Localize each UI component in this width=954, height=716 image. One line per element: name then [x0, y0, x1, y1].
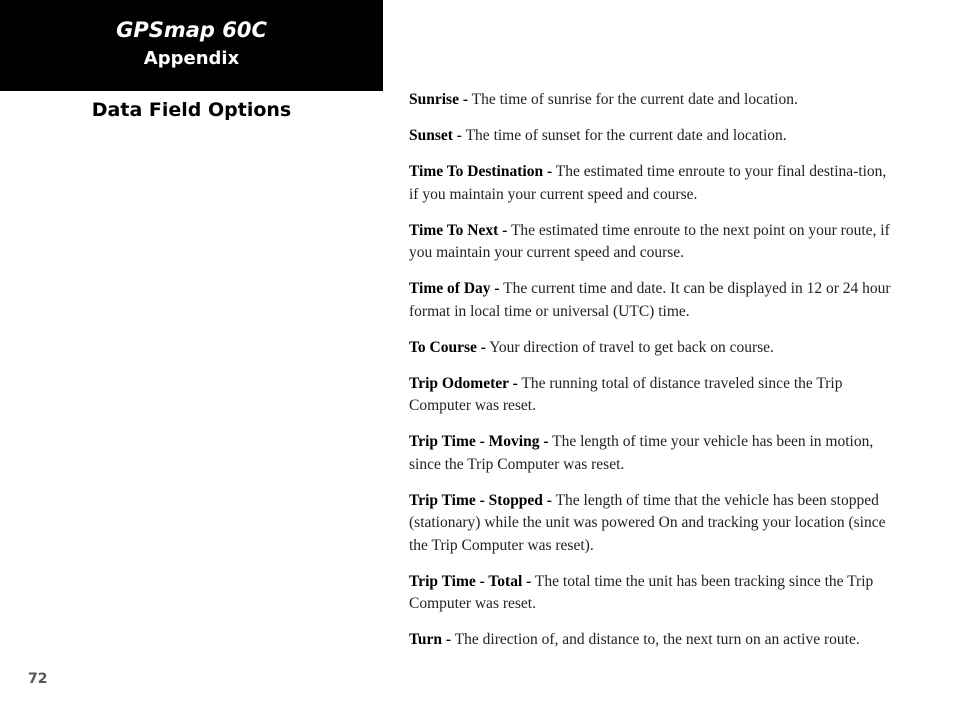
definition-term: To Course -	[409, 338, 486, 356]
definition-text: The estimated time enroute to your final destina-tion, if you maintain your current speed and course.	[409, 163, 887, 203]
definition-term: Sunrise -	[409, 91, 468, 108]
definition-term: Trip Odometer -	[409, 374, 518, 392]
definition-turn	[409, 629, 891, 652]
definition-term: Sunset -	[409, 127, 462, 144]
definition-trip-time-moving	[409, 431, 891, 476]
definition-term: Turn -	[409, 631, 452, 648]
definition-text: Your direction of travel to get back on course.	[489, 338, 774, 356]
definition-time-of-day	[409, 278, 891, 323]
definition-trip-time-total	[409, 571, 891, 616]
page-number: 72	[28, 671, 48, 687]
definition-text: The running total of distance traveled since the Trip Computer was reset.	[409, 374, 843, 414]
definition-sunrise	[409, 89, 891, 112]
definition-trip-time-stopped	[409, 490, 891, 558]
definition-text: The length of time that the vehicle has been stopped (stationary) while the unit was powered On and tracking your location (since the Trip Computer was reset).	[409, 491, 886, 554]
page-heading: Data Field Options	[91, 99, 292, 121]
definition-text: The total time the unit has been tracking since the Trip Computer was reset.	[409, 572, 874, 612]
definition-term: Trip Time - Moving -	[409, 433, 549, 450]
definition-trip-odometer	[409, 373, 891, 418]
header-block	[0, 0, 383, 91]
section-title: Appendix	[143, 48, 240, 69]
definition-term: Time of Day -	[409, 280, 500, 297]
definition-text: The length of time your vehicle has been in motion, since the Trip Computer was reset.	[409, 433, 874, 473]
definition-text: The estimated time enroute to the next point on your route, if you maintain your current speed and course.	[409, 221, 890, 261]
definition-term: Time To Next -	[409, 221, 508, 239]
definition-time-to-destination	[409, 161, 891, 206]
definition-to-course	[409, 337, 891, 360]
definition-time-to-next	[409, 220, 891, 265]
definition-term: Trip Time - Total -	[409, 572, 532, 590]
definition-text: The time of sunset for the current date and location.	[465, 127, 787, 144]
product-title: GPSmap 60C	[116, 18, 267, 42]
definitions-list	[409, 89, 891, 665]
definition-text: The direction of, and distance to, the next turn on an active route.	[454, 631, 860, 648]
definition-term: Trip Time - Stopped -	[409, 491, 552, 509]
definition-text: The time of sunrise for the current date and location.	[471, 91, 798, 108]
definition-text: The current time and date. It can be displayed in 12 or 24 hour format in local time or universal (UTC) time.	[409, 280, 891, 320]
definition-sunset	[409, 125, 891, 148]
definition-term: Time To Destination -	[409, 163, 553, 180]
